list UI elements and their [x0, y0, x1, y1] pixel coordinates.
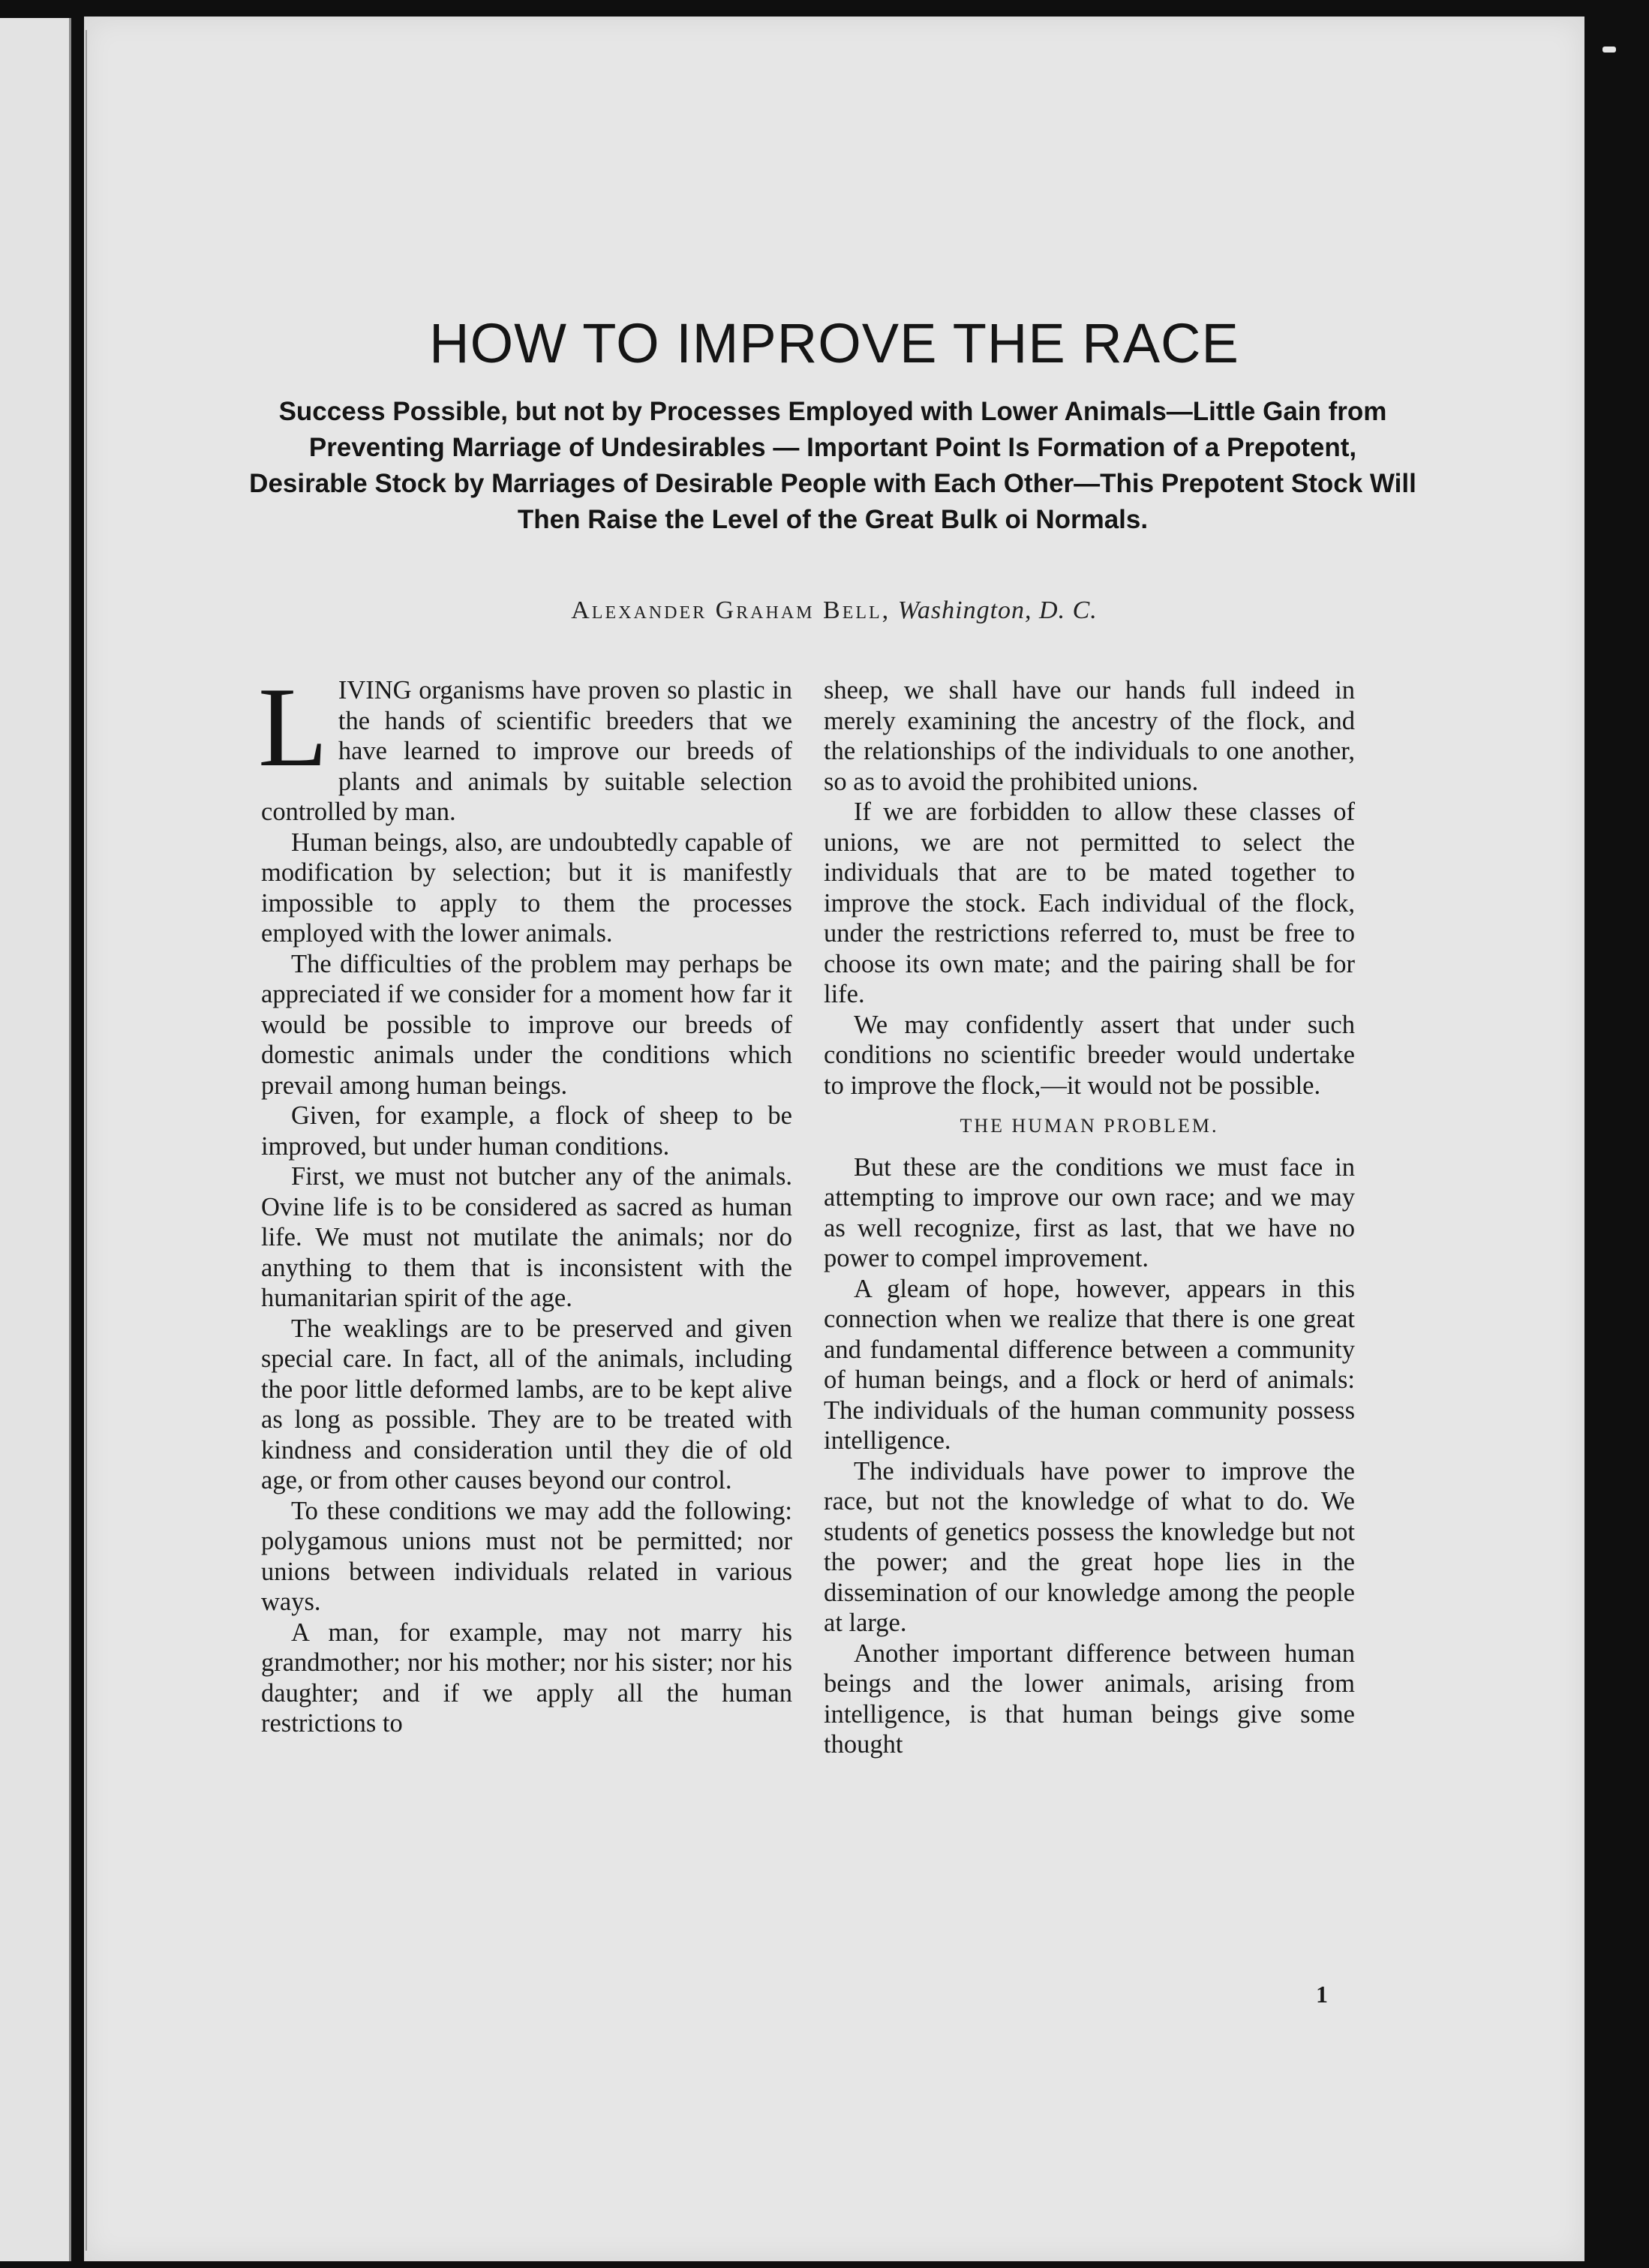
left-column [258, 664, 792, 1739]
byline-author: Alexander Graham Bell, [571, 596, 891, 624]
paragraph: A gleam of hope, however, appears in this connection when we realize that there is one great and fundamental difference between a community of human beings, and a flock or herd of animals: The individuals of the human community possess intelligence. [824, 1274, 1355, 1455]
paragraph-text: IVING organisms have proven so plastic in the hands of scientific breeders that we have learned to improve our breeds of plants and animals by suitable selection controlled by man. [261, 676, 792, 826]
paragraph: A man, for example, may not marry his grandmother; nor his mother; nor his sister; nor his daughter; and if we apply all the human restrictions to [261, 1618, 792, 1738]
paragraph [258, 664, 792, 828]
paragraph: The individuals have power to improve the race, but not the knowledge of what to do. We students of genetics possess the knowledge but not the power; and the great hope lies in the dissemination of our knowledge among the people at large. [824, 1456, 1355, 1637]
previous-page-edge [0, 18, 71, 2261]
paragraph: Human beings, also, are undoubtedly capable of modification by selection; but it is manifestly impossible to apply to them the processes employed with the lower animals. [261, 828, 792, 948]
section-heading: THE HUMAN PROBLEM. [960, 1115, 1219, 1137]
paragraph: To these conditions we may add the following: polygamous unions must not be permitted; nor unions between individuals related in various ways. [261, 1496, 792, 1616]
paragraph: The difficulties of the problem may perhaps be appreciated if we consider for a moment how far it would be possible to improve our breeds of domestic animals under the conditions which prevail among human beings. [261, 949, 792, 1100]
paragraph: Given, for example, a flock of sheep to be improved, but under human conditions. [261, 1101, 792, 1161]
paragraph: First, we must not butcher any of the animals. Ovine life is to be considered as sacred as human life. We must not mutilate the animals; nor do anything to them that is inconsistent with the humanitarian spirit of the age. [261, 1162, 792, 1312]
paragraph: sheep, we shall have our hands full indeed in merely examining the ancestry of the flock, and the relationships of the individuals to one another, so as to avoid the prohibited unions. [824, 676, 1355, 796]
paragraph: Another important difference between human beings and the lower animals, arising from intelligence, is that human beings give some thought [824, 1639, 1355, 1759]
article-subtitle: Success Possible, but not by Processes Employed with Lower Animals—Little Gain from Preventing Marriage of Undesirables — Important Point Is Formation of a Prepotent, Desirable Stock by Marriages of Desirable People with Each Other—This Prepotent Stock Will Then Raise the Level of the Great Bulk oi Normals. [249, 397, 1416, 534]
article-title: HOW TO IMPROVE THE RACE [429, 312, 1239, 374]
paragraph: If we are forbidden to allow these classes of unions, we are not permitted to select the individuals that are to be mated together to improve the stock. Each individual of the flock, under the restrictions referred to, must be free to choose its own mate; and the pairing shall be for life. [824, 798, 1355, 1008]
right-column [824, 675, 1355, 1760]
byline [84, 596, 1584, 625]
drop-cap: L [258, 664, 328, 790]
byline-place: Washington, D. C. [897, 596, 1098, 624]
paragraph: But these are the conditions we must face in attempting to improve our own race; and we may as well recognize, first as last, that we have no power to compel improvement. [824, 1152, 1355, 1272]
paragraph: The weaklings are to be preserved and given special care. In fact, all of the animals, including the poor little deformed lambs, are to be kept alive as long as possible. They are to be treated with kindness and consideration until they die of old age, or from other causes beyond our control. [261, 1314, 792, 1494]
paragraph: We may confidently assert that under such conditions no scientific breeder would undertake to improve the flock,—it would not be possible. [824, 1010, 1355, 1100]
scan-artifact [1602, 47, 1616, 53]
page-number: 1 [1316, 1981, 1328, 2008]
